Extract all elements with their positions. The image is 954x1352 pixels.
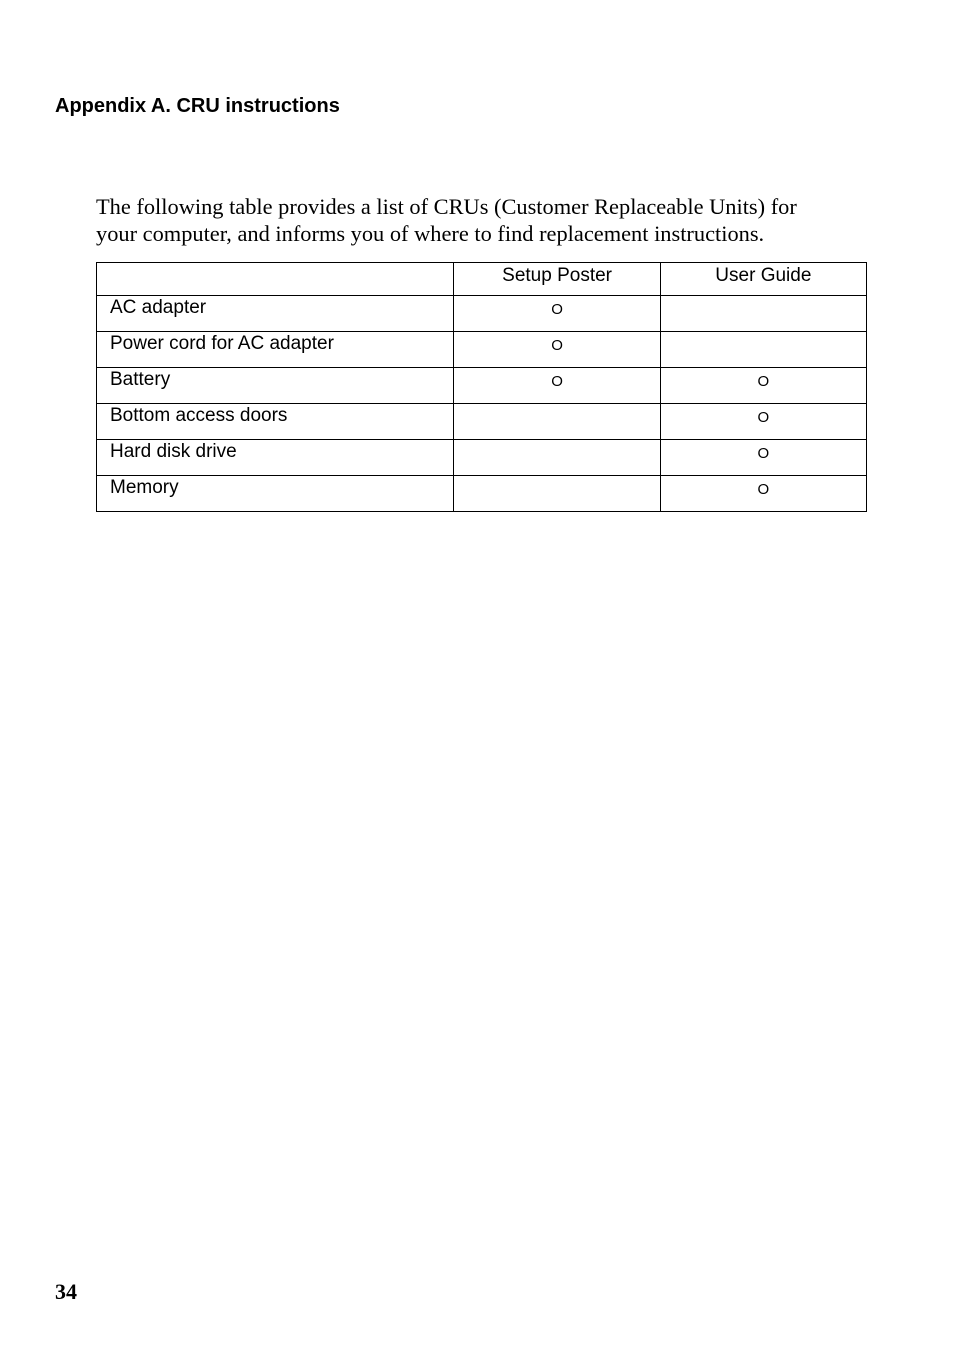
cell-setup-poster: O [454, 296, 660, 332]
page-number: 34 [55, 1279, 77, 1304]
table-row [97, 404, 867, 440]
cell-setup-poster [454, 404, 660, 440]
table-row [97, 296, 867, 332]
table-row [97, 368, 867, 404]
cell-setup-poster [454, 476, 660, 512]
header-cell-item [97, 263, 454, 296]
cell-item: Battery [97, 368, 454, 404]
cell-setup-poster: O [454, 332, 660, 368]
cell-user-guide [660, 296, 866, 332]
cell-item: Bottom access doors [97, 404, 454, 440]
cru-table [96, 262, 867, 512]
cell-setup-poster [454, 440, 660, 476]
page-heading: Appendix A. CRU instructions [55, 95, 340, 117]
table-row [97, 440, 867, 476]
header-cell-setup-poster: Setup Poster [454, 263, 660, 296]
intro-line-2: your computer, and informs you of where to find replacement instructions. [96, 221, 765, 246]
table-row [97, 332, 867, 368]
cell-user-guide: O [660, 476, 866, 512]
cell-setup-poster: O [454, 368, 660, 404]
cell-item: Power cord for AC adapter [97, 332, 454, 368]
table-header-row [97, 263, 867, 296]
cell-user-guide [660, 332, 866, 368]
cell-item: Memory [97, 476, 454, 512]
intro-line-1: The following table provides a list of CRUs (Customer Replaceable Units) for [96, 194, 797, 219]
cell-user-guide: O [660, 440, 866, 476]
cell-user-guide: O [660, 404, 866, 440]
table-row [97, 476, 867, 512]
cell-user-guide: O [660, 368, 866, 404]
header-cell-user-guide: User Guide [660, 263, 866, 296]
intro-paragraph [96, 193, 886, 247]
cell-item: Hard disk drive [97, 440, 454, 476]
cell-item: AC adapter [97, 296, 454, 332]
